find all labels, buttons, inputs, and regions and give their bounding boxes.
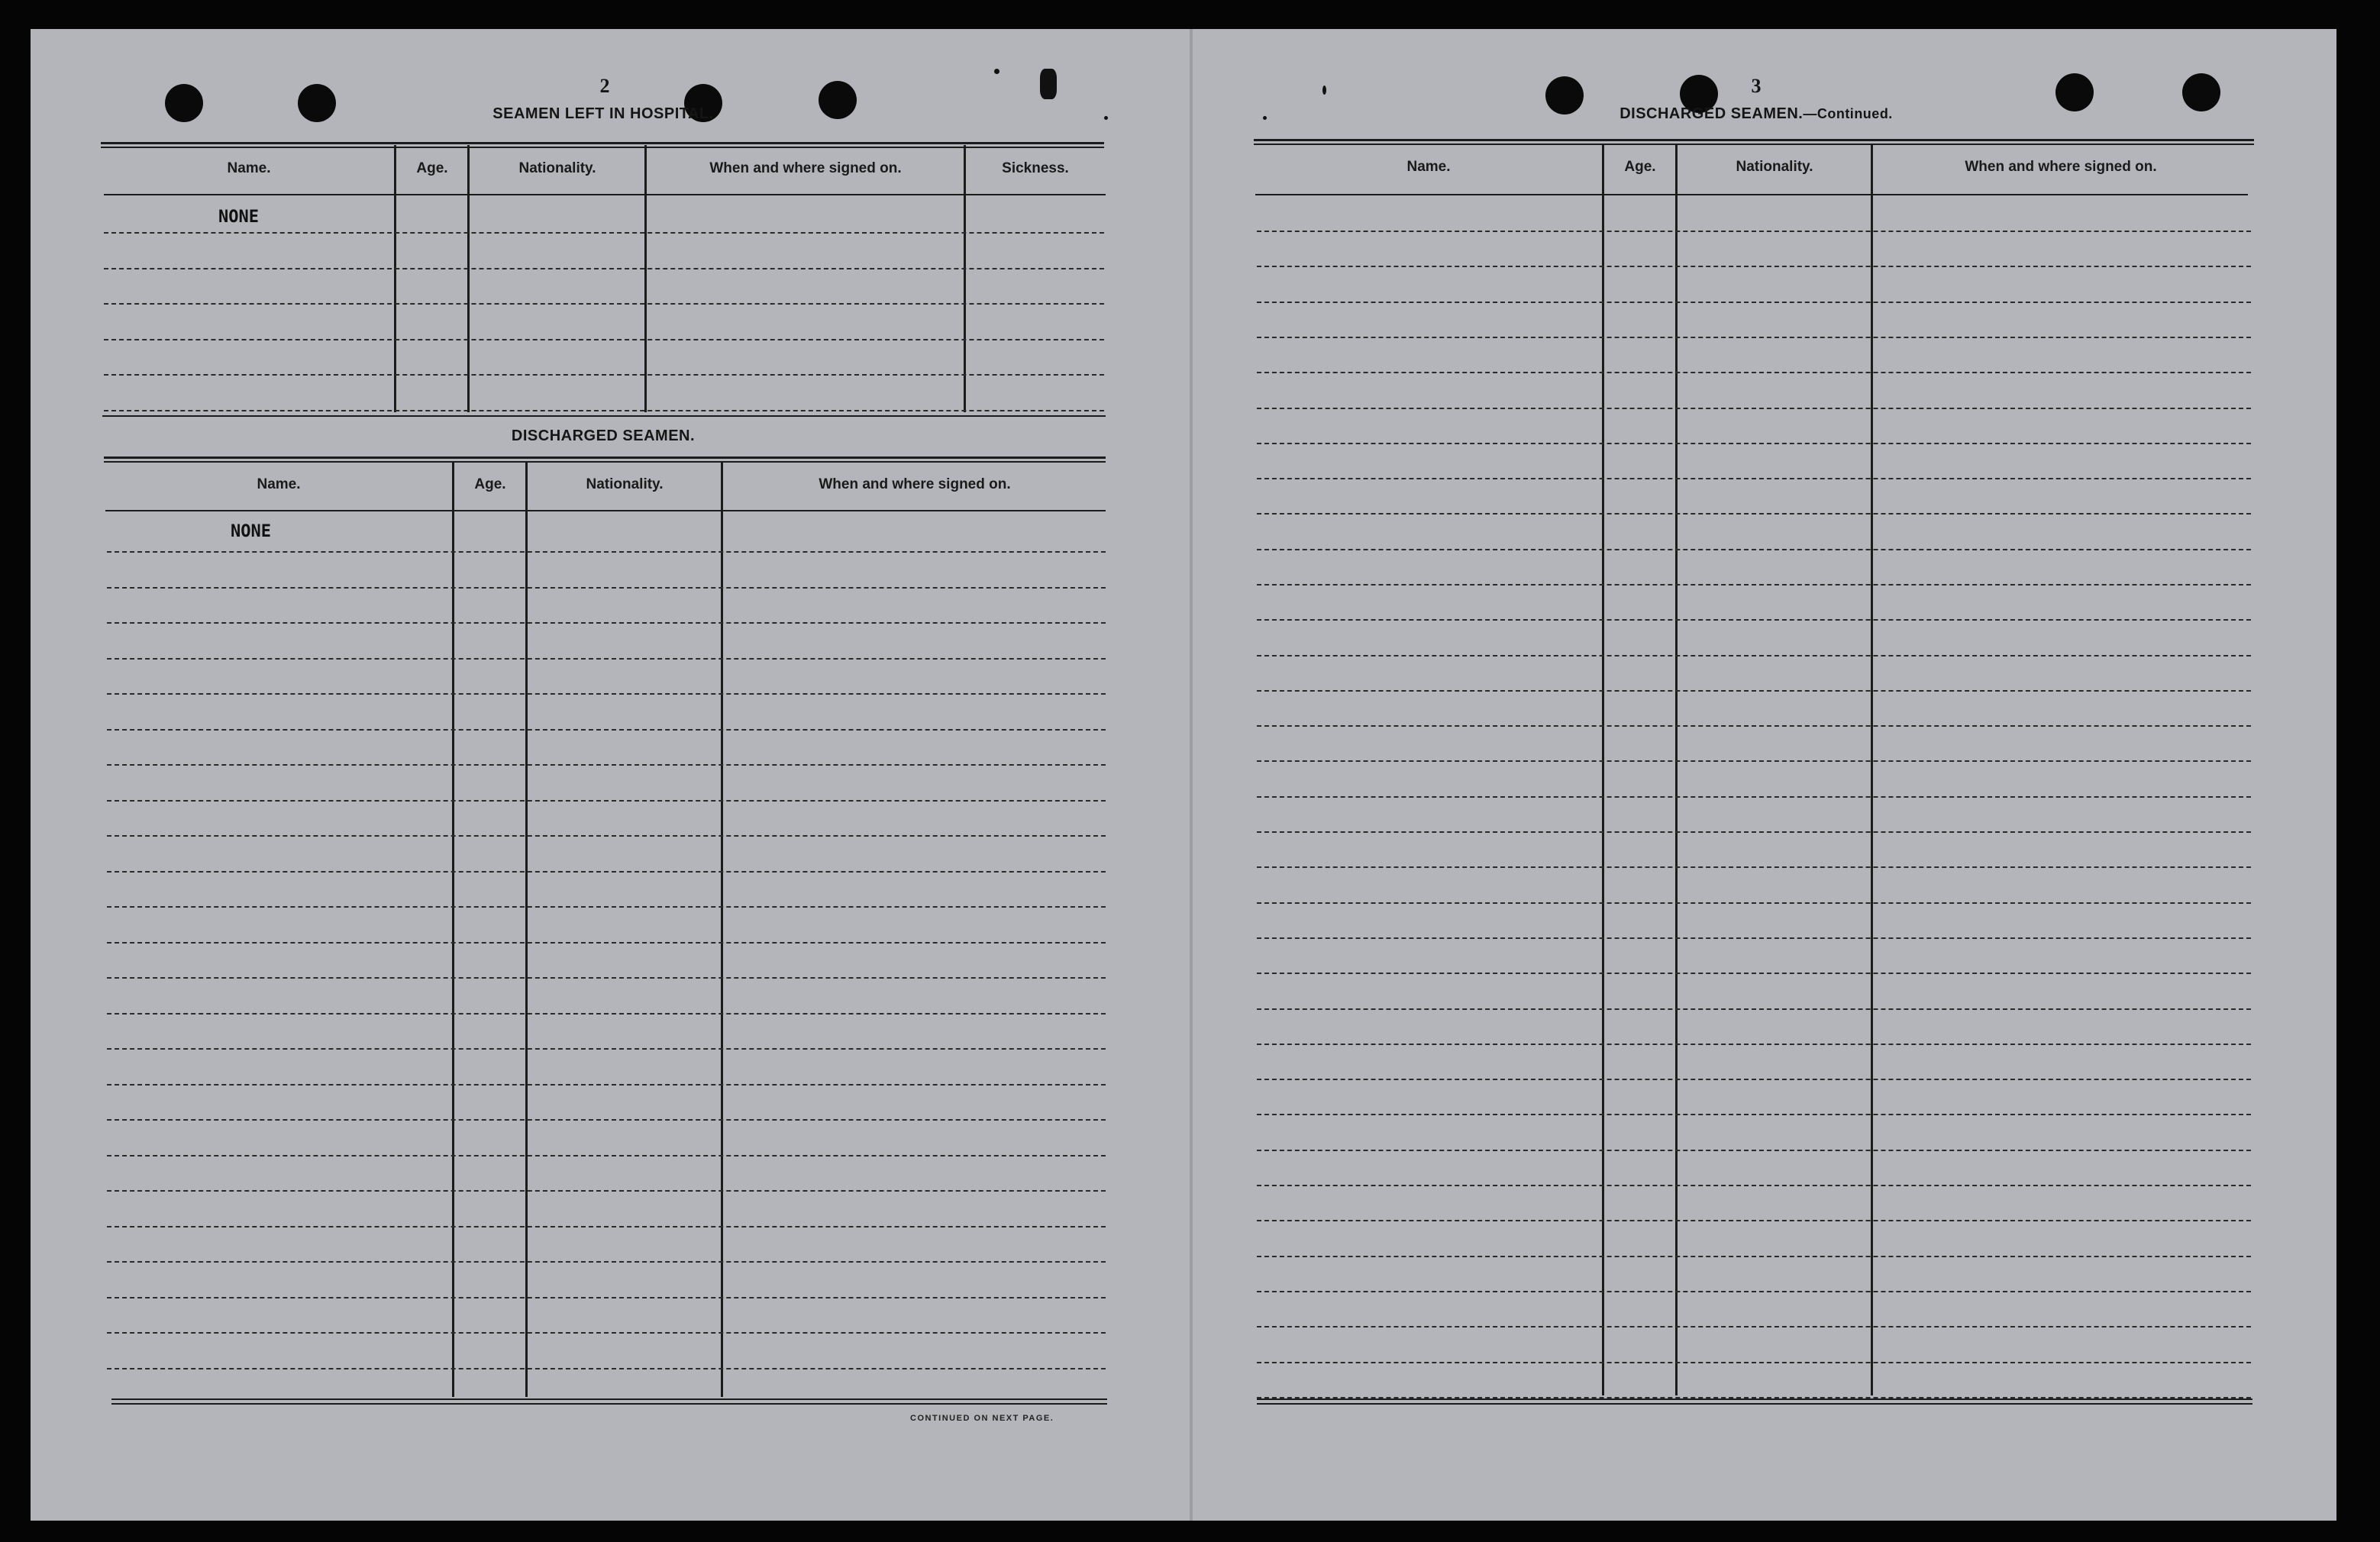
ruled-line bbox=[1257, 796, 2251, 798]
ruled-line bbox=[1257, 760, 2251, 762]
ruled-line bbox=[107, 800, 1106, 802]
page-number-left: 2 bbox=[599, 75, 610, 97]
discharged-continued-title bbox=[1542, 105, 1970, 123]
ruled-line bbox=[107, 587, 1106, 589]
ruled-line bbox=[107, 1297, 1106, 1298]
ruled-line bbox=[1257, 902, 2251, 904]
ruled-line bbox=[107, 835, 1106, 837]
ruled-line bbox=[107, 1155, 1106, 1156]
ruled-line bbox=[107, 1190, 1106, 1192]
column-header: Age. bbox=[1624, 159, 1656, 175]
hospital-entry: NONE bbox=[218, 208, 259, 227]
punch-hole bbox=[819, 81, 857, 119]
ruled-line bbox=[1257, 302, 2251, 303]
ruled-line bbox=[1257, 1150, 2251, 1151]
column-header: When and where signed on. bbox=[819, 476, 1011, 492]
ruled-line bbox=[1257, 1256, 2251, 1257]
ruled-line bbox=[1257, 619, 2251, 621]
ruled-line bbox=[107, 551, 1106, 553]
ink-speck bbox=[1040, 69, 1057, 99]
ink-speck bbox=[1322, 85, 1326, 95]
ruled-line bbox=[107, 1226, 1106, 1227]
ruled-line bbox=[1257, 443, 2251, 444]
ruled-line bbox=[107, 977, 1106, 979]
ruled-line bbox=[1257, 866, 2251, 868]
ruled-line bbox=[1257, 937, 2251, 939]
ruled-line bbox=[107, 1119, 1106, 1121]
column-header: Age. bbox=[416, 160, 448, 176]
ruled-line bbox=[107, 622, 1106, 624]
ruled-line bbox=[104, 303, 1104, 305]
ruled-line bbox=[1257, 266, 2251, 267]
continued-note: CONTINUED ON NEXT PAGE. bbox=[910, 1414, 1054, 1423]
ruled-line bbox=[1257, 1185, 2251, 1186]
punch-hole bbox=[2182, 73, 2220, 111]
ruled-line bbox=[107, 1261, 1106, 1263]
ruled-line bbox=[1257, 655, 2251, 656]
column-header: Name. bbox=[227, 160, 271, 176]
ruled-line bbox=[107, 1013, 1106, 1015]
ruled-line bbox=[107, 1048, 1106, 1050]
ruled-line bbox=[104, 410, 1104, 411]
column-header: Sickness. bbox=[1002, 160, 1069, 176]
ink-speck bbox=[1263, 116, 1267, 120]
ruled-line bbox=[1257, 1008, 2251, 1010]
hospital-section-title: SEAMEN LEFT IN HOSPITAL. bbox=[492, 105, 714, 122]
ink-speck bbox=[994, 69, 999, 74]
ink-speck bbox=[1104, 116, 1108, 120]
column-header: Nationality. bbox=[586, 476, 664, 492]
ruled-line bbox=[1257, 690, 2251, 692]
ruled-line bbox=[1257, 549, 2251, 550]
punch-hole bbox=[165, 84, 203, 122]
punch-hole bbox=[2055, 73, 2094, 111]
ruled-line bbox=[1257, 513, 2251, 515]
ruled-line bbox=[1257, 1079, 2251, 1080]
ruled-line bbox=[1257, 584, 2251, 586]
ruled-line bbox=[104, 268, 1104, 269]
discharged-entry: NONE bbox=[231, 522, 271, 541]
column-header: Name. bbox=[257, 476, 301, 492]
ruled-line bbox=[1257, 831, 2251, 833]
ruled-line bbox=[1257, 478, 2251, 479]
ruled-line bbox=[1257, 725, 2251, 727]
ruled-line bbox=[107, 729, 1106, 731]
page-fold bbox=[1190, 29, 1193, 1521]
ruled-line bbox=[107, 693, 1106, 695]
ruled-line bbox=[107, 906, 1106, 908]
discharged-section-title: DISCHARGED SEAMEN. bbox=[511, 427, 696, 444]
ruled-line bbox=[107, 764, 1106, 766]
ruled-line bbox=[107, 1084, 1106, 1086]
ruled-line bbox=[1257, 372, 2251, 373]
ruled-line bbox=[107, 1332, 1106, 1334]
ruled-line bbox=[104, 339, 1104, 340]
ruled-line bbox=[1257, 1326, 2251, 1327]
column-header: Nationality. bbox=[518, 160, 596, 176]
ruled-line bbox=[1257, 337, 2251, 338]
ruled-line bbox=[104, 374, 1104, 376]
ruled-line bbox=[107, 942, 1106, 944]
ruled-line bbox=[107, 658, 1106, 660]
title-suffix: —Continued. bbox=[1803, 106, 1893, 121]
column-header: Age. bbox=[474, 476, 506, 492]
ruled-line bbox=[1257, 1362, 2251, 1363]
column-header: Nationality. bbox=[1736, 159, 1813, 175]
ruled-line bbox=[107, 1368, 1106, 1369]
ruled-line bbox=[1257, 1220, 2251, 1221]
ruled-line bbox=[1257, 1044, 2251, 1045]
ruled-line bbox=[104, 232, 1104, 234]
title-main: DISCHARGED SEAMEN. bbox=[1619, 105, 1804, 122]
column-header: When and where signed on. bbox=[1965, 159, 2157, 175]
ruled-line bbox=[1257, 231, 2251, 232]
ruled-line bbox=[1257, 1114, 2251, 1115]
ruled-line bbox=[1257, 408, 2251, 409]
punch-hole bbox=[298, 84, 336, 122]
ruled-line bbox=[1257, 1291, 2251, 1292]
column-header: Name. bbox=[1406, 159, 1451, 175]
column-header: When and where signed on. bbox=[709, 160, 902, 176]
ruled-line bbox=[107, 871, 1106, 873]
ruled-line bbox=[1257, 973, 2251, 974]
page-number-right: 3 bbox=[1751, 75, 1762, 97]
